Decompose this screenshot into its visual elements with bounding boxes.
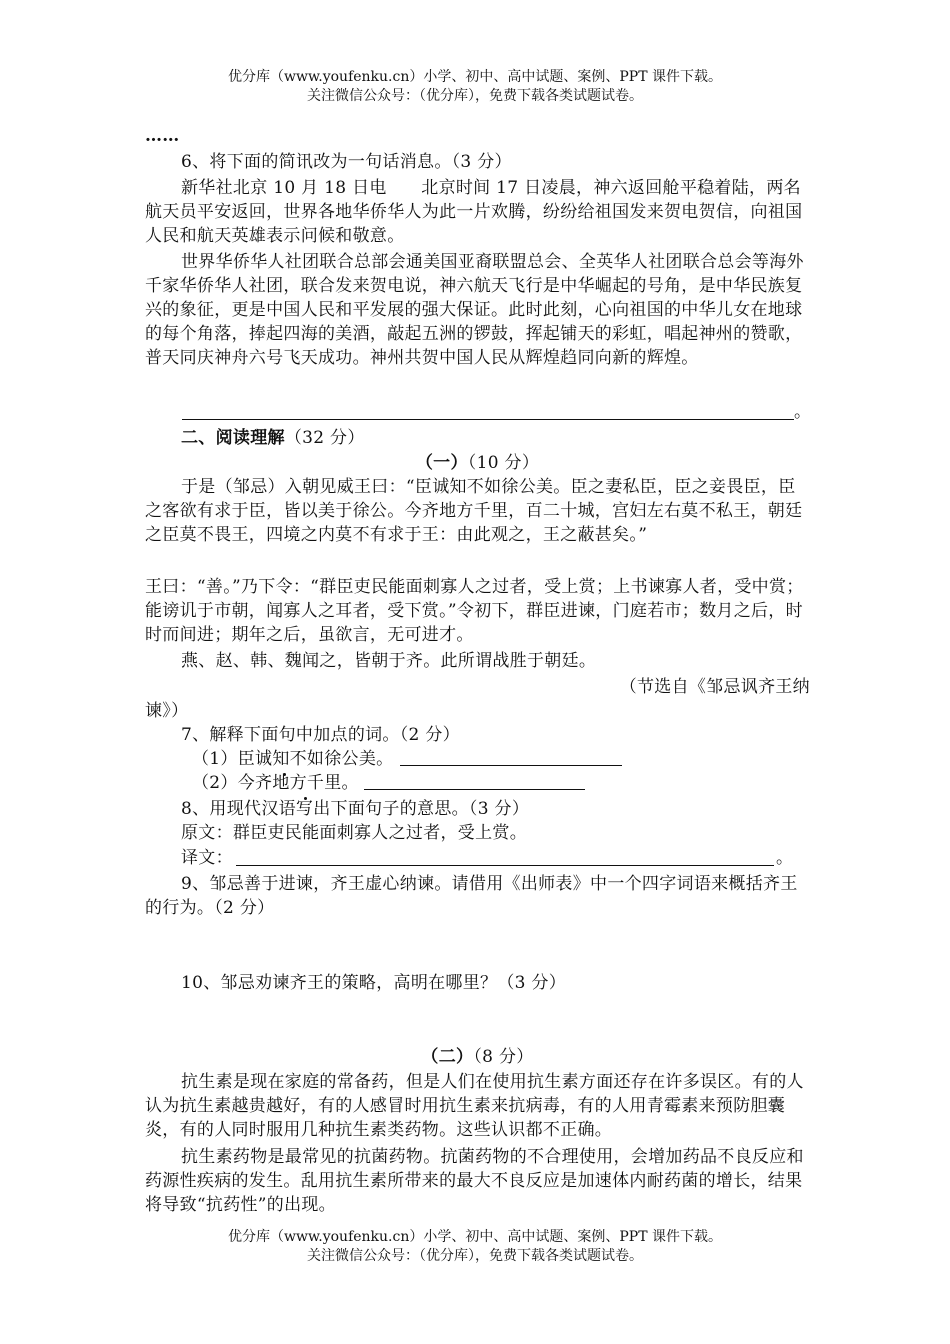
ellipsis: …… <box>145 126 180 146</box>
part-2-title: （二） <box>421 1047 474 1067</box>
footer-line-1: 优分库（www.youfenku.cn）小学、初中、高中试题、案例、PPT 课件下载。 <box>227 1229 722 1245</box>
passage-source-line-2: 谏》） <box>145 701 189 721</box>
header-line-2: 关注微信公众号：（优分库），免费下载各类试题试卷。 <box>307 88 643 104</box>
page-header <box>0 68 950 106</box>
part-2-heading <box>145 1045 810 1069</box>
part-2-score: （8 分） <box>473 1047 534 1067</box>
q6-prompt: 6、将下面的简讯改为一句话消息。（3 分） <box>181 152 512 172</box>
q7-prompt: 7、解释下面句中加点的词。（2 分） <box>181 725 460 745</box>
q7-item-2: （2）今齐地方千里。 <box>192 773 359 793</box>
passage-2-paragraph-1: 抗生素是现在家庭的常备药，但是人们在使用抗生素方面还存在许多误区。有的人认为抗生素越贵越好，有的人感冒时用抗生素来抗病毒，有的人用青霉素来预防胆囊炎，有的人同时服用几种抗生素类药物。这些认识都不正确。 <box>145 1072 804 1140</box>
section-2-title: 二、阅读理解 <box>181 428 285 448</box>
q7-1-answer-line[interactable] <box>400 765 622 766</box>
part-1-score: （10 分） <box>467 453 540 473</box>
q7-item-1: （1）臣诚知不如徐公美。 <box>192 749 394 769</box>
q6-news-paragraph-2: 世界华侨华人社团联合总部会通美国亚裔联盟总会、全英华人社团联合总会等海外千家华侨华人社团，联合发来贺电说，神六航天飞行是中华崛起的号角，是中华民族复兴的象征，更是中国人民和平发展的强大保证。此时此刻，心向祖国的中华儿女在地球的每个角落，捧起四海的美酒，敲起五洲的锣鼓，挥起铺天的彩虹，唱起神州的赞歌，普天同庆神舟六号飞天成功。神州共贺中国人民从辉煌趋同向新的辉煌。 <box>145 252 804 368</box>
passage-2-paragraph-2: 抗生素药物是最常见的抗菌药物。抗菌药物的不合理使用，会增加药品不良反应和药源性疾病的发生。乱用抗生素所带来的最大不良反应是加速体内耐药菌的增长，结果将导致“抗药性”的出现。 <box>145 1147 804 1215</box>
part-1-heading <box>145 451 810 475</box>
passage-source-line-1: （节选自《邹忌讽齐王纳 <box>619 677 810 697</box>
q8-end-mark: 。 <box>776 848 794 868</box>
q8-original: 原文：群臣吏民能面刺寡人之过者，受上赏。 <box>181 823 527 843</box>
q7-2-answer-line[interactable] <box>364 789 585 790</box>
section-2-heading <box>145 426 810 450</box>
passage-paragraph-1: 于是（邹忌）入朝见威王曰：“臣诚知不如徐公美。臣之妻私臣，臣之妾畏臣，臣之客欲有求于臣，皆以美于徐公。今齐地方千里，百二十城，宫妇左右莫不私王，朝廷之臣莫不畏王，四境之内莫不有求于王：由此观之，王之蔽甚矣。” <box>145 477 803 545</box>
q9-prompt: 9、邹忌善于进谏，齐王虚心纳谏。请借用《出师表》中一个四字词语来概括齐王的行为。（2 分） <box>145 874 798 918</box>
q10-prompt: 10、邹忌劝谏齐王的策略，高明在哪里？（3 分） <box>181 973 567 993</box>
q8-translation-label: 译文： <box>181 848 233 868</box>
part-1-title: （一） <box>415 453 468 473</box>
q6-answer-line[interactable] <box>182 419 794 420</box>
q8-prompt: 8、用现代汉语写出下面句子的意思。（3 分） <box>181 799 530 819</box>
q6-news-paragraph-1: 新华社北京 10 月 18 日电 北京时间 17 日凌晨，神六返回舱平稳着陆，两名航天员平安返回，世界各地华侨华人为此一片欢腾，纷纷给祖国发来贺电贺信，向祖国人民和航天英雄表示问候和敬意。 <box>145 178 803 246</box>
q8-answer-line[interactable] <box>236 865 774 866</box>
passage-paragraph-2: 王曰：“善。”乃下令：“群臣吏民能面刺寡人之过者，受上赏；上书谏寡人者，受中赏；能谤讥于市朝，闻寡人之耳者，受下赏。”令初下，群臣进谏，门庭若市；数月之后，时时而间进；期年之后，虽欲言，无可进才。 <box>145 577 804 645</box>
passage-paragraph-3: 燕、赵、韩、魏闻之，皆朝于齐。此所谓战胜于朝廷。 <box>181 651 597 671</box>
footer-line-2: 关注微信公众号：（优分库），免费下载各类试题试卷。 <box>307 1248 643 1264</box>
page-footer <box>0 1228 950 1266</box>
q6-end-mark: 。 <box>794 402 812 422</box>
section-2-score: （32 分） <box>284 428 365 448</box>
header-line-1: 优分库（www.youfenku.cn）小学、初中、高中试题、案例、PPT 课件下载。 <box>227 69 722 85</box>
